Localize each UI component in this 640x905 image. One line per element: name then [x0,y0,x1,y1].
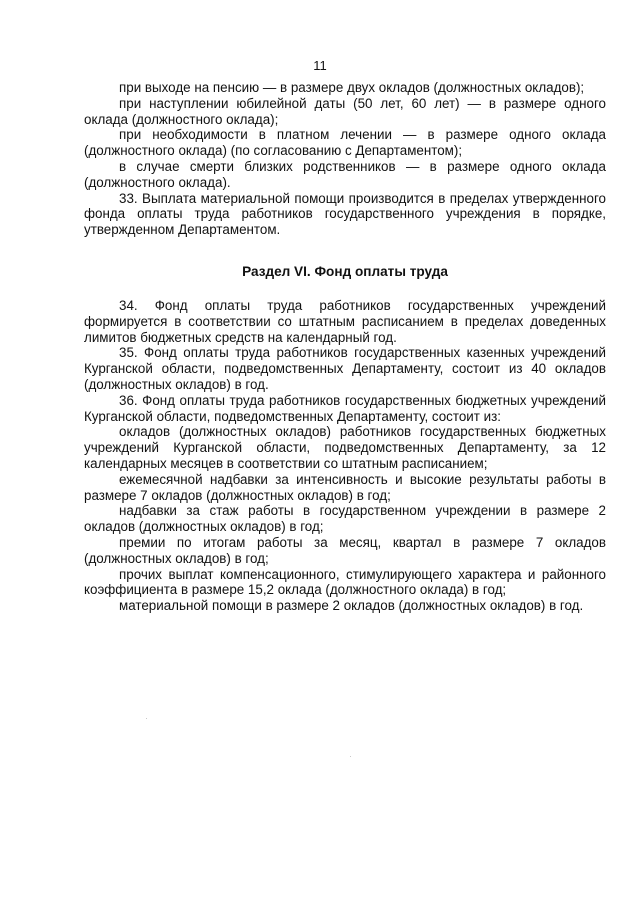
scan-speck [146,718,147,719]
list-item-seniority-bonus: надбавки за стаж работы в государственном учреждении в размере 2 окладов (должностных окладов) в год; [84,503,606,535]
paragraph-paid-treatment: при необходимости в платном лечении — в размере одного оклада (должностного оклада) (по согласованию с Департаментом); [84,127,606,159]
paragraph-34: 34. Фонд оплаты труда работников государственных учреждений формируется в соответствии со штатным расписанием в пределах доведенных лимитов бюджетных средств на календарный год. [84,297,606,345]
list-item-other-payments: прочих выплат компенсационного, стимулирующего характера и районного коэффициента в размере 15,2 оклада (должностного оклада) в год; [84,566,606,598]
list-item-salaries: окладов (должностных окладов) работников государственных бюджетных учреждений Курганской области, подведомственных Департаменту, за 12 календарных месяцев в соответствии со штатным расписанием; [84,424,606,471]
list-item-material-aid: материальной помощи в размере 2 окладов (должностных окладов) в год. [119,598,584,614]
document-body [84,80,606,614]
scan-speck [350,756,351,757]
list-item-premiums: премии по итогам работы за месяц, квартал в размере 7 окладов (должностных окладов) в год; [84,534,606,566]
paragraph-anniversary: при наступлении юбилейной даты (50 лет, 60 лет) — в размере одного оклада (должностного оклада); [84,95,606,127]
paragraph-33: 33. Выплата материальной помощи производится в пределах утвержденного фонда оплаты труда работников государственного учреждения в порядке, утвержденном Департаментом. [84,190,606,238]
paragraph-36: 36. Фонд оплаты труда работников государственных бюджетных учреждений Курганской области, подведомственных Департаменту, состоит из: [84,392,606,424]
section-heading: Раздел VI. Фонд оплаты труда [242,263,448,279]
paragraph-retirement: при выходе на пенсию — в размере двух окладов (должностных окладов); [119,80,585,95]
page-number: 11 [313,58,327,73]
paragraph-35: 35. Фонд оплаты труда работников государственных казенных учреждений Курганской области, подведомственных Департаменту, состоит из 40 окладов (должностных окладов) в год. [84,345,606,392]
paragraph-relative-death: в случае смерти близких родственников — в размере одного оклада (должностного оклада). [84,158,606,190]
list-item-intensity-bonus: ежемесячной надбавки за интенсивность и высокие результаты работы в размере 7 окладов (должностных окладов) в год; [84,471,606,503]
